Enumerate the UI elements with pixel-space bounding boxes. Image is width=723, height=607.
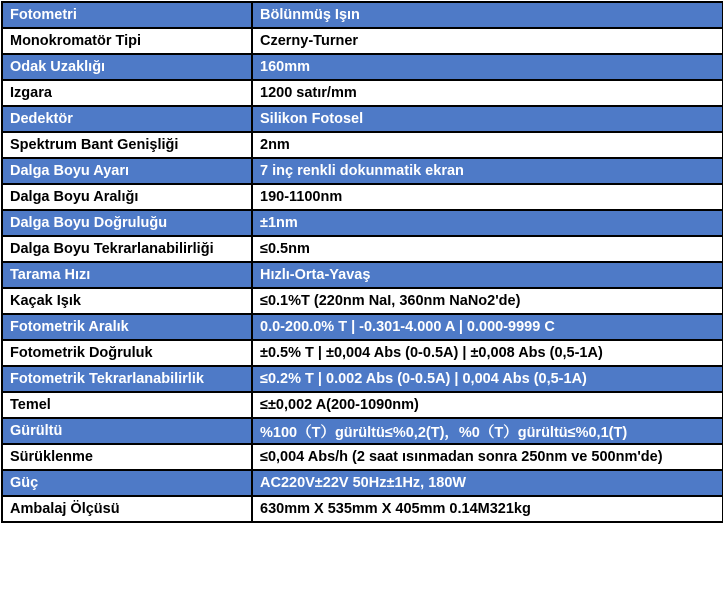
- spec-value: 1200 satır/mm: [252, 80, 723, 106]
- spec-table-body: [2, 2, 723, 522]
- spec-value: Bölünmüş Işın: [252, 2, 723, 28]
- table-row: [2, 2, 723, 28]
- spec-value: 160mm: [252, 54, 723, 80]
- spec-label: Temel: [2, 392, 252, 418]
- table-row: [2, 80, 723, 106]
- spec-value: Czerny-Turner: [252, 28, 723, 54]
- spec-label: Odak Uzaklığı: [2, 54, 252, 80]
- table-row: [2, 106, 723, 132]
- table-row: [2, 470, 723, 496]
- spec-value: AC220V±22V 50Hz±1Hz, 180W: [252, 470, 723, 496]
- table-row: [2, 28, 723, 54]
- spec-value: %100（T）gürültü≤%0,2(T)，%0（T）gürültü≤%0,1(T): [252, 418, 723, 444]
- table-row: [2, 418, 723, 444]
- spec-label: Dalga Boyu Tekrarlanabilirliği: [2, 236, 252, 262]
- spec-label: Gürültü: [2, 418, 252, 444]
- spec-value: 7 inç renkli dokunmatik ekran: [252, 158, 723, 184]
- spec-label: Dalga Boyu Aralığı: [2, 184, 252, 210]
- spec-label: Fotometrik Aralık: [2, 314, 252, 340]
- spec-label: Ambalaj Ölçüsü: [2, 496, 252, 522]
- spec-value: ±1nm: [252, 210, 723, 236]
- table-row: [2, 314, 723, 340]
- spec-value: ≤0.1%T (220nm NaI, 360nm NaNo2'de): [252, 288, 723, 314]
- table-row: [2, 366, 723, 392]
- spec-label: Fotometrik Tekrarlanabilirlik: [2, 366, 252, 392]
- spec-value: ≤0.5nm: [252, 236, 723, 262]
- spec-value: ≤±0,002 A(200-1090nm): [252, 392, 723, 418]
- spec-value: 2nm: [252, 132, 723, 158]
- spec-label: Fotometrik Doğruluk: [2, 340, 252, 366]
- spec-label: Kaçak Işık: [2, 288, 252, 314]
- spec-label: Spektrum Bant Genişliği: [2, 132, 252, 158]
- spec-value: ±0.5% T | ±0,004 Abs (0-0.5A) | ±0,008 Abs (0,5-1A): [252, 340, 723, 366]
- table-row: [2, 210, 723, 236]
- table-row: [2, 184, 723, 210]
- spec-value: ≤0,004 Abs/h (2 saat ısınmadan sonra 250nm ve 500nm'de): [252, 444, 723, 470]
- spec-label: Dedektör: [2, 106, 252, 132]
- table-row: [2, 236, 723, 262]
- table-row: [2, 158, 723, 184]
- table-row: [2, 392, 723, 418]
- spec-label: Dalga Boyu Ayarı: [2, 158, 252, 184]
- spec-value: 190-1100nm: [252, 184, 723, 210]
- spec-label: Izgara: [2, 80, 252, 106]
- spec-label: Fotometri: [2, 2, 252, 28]
- spec-label: Monokromatör Tipi: [2, 28, 252, 54]
- spec-label: Dalga Boyu Doğruluğu: [2, 210, 252, 236]
- spec-value: 630mm X 535mm X 405mm 0.14M321kg: [252, 496, 723, 522]
- table-row: [2, 132, 723, 158]
- table-row: [2, 496, 723, 522]
- table-row: [2, 54, 723, 80]
- table-row: [2, 340, 723, 366]
- spec-label: Tarama Hızı: [2, 262, 252, 288]
- table-row: [2, 288, 723, 314]
- table-row: [2, 444, 723, 470]
- table-row: [2, 262, 723, 288]
- spec-label: Güç: [2, 470, 252, 496]
- spec-value: 0.0-200.0% T | -0.301-4.000 A | 0.000-9999 C: [252, 314, 723, 340]
- spec-label: Sürüklenme: [2, 444, 252, 470]
- spec-value: Silikon Fotosel: [252, 106, 723, 132]
- spec-value: ≤0.2% T | 0.002 Abs (0-0.5A) | 0,004 Abs (0,5-1A): [252, 366, 723, 392]
- spec-table: [1, 1, 723, 523]
- spec-value: Hızlı-Orta-Yavaş: [252, 262, 723, 288]
